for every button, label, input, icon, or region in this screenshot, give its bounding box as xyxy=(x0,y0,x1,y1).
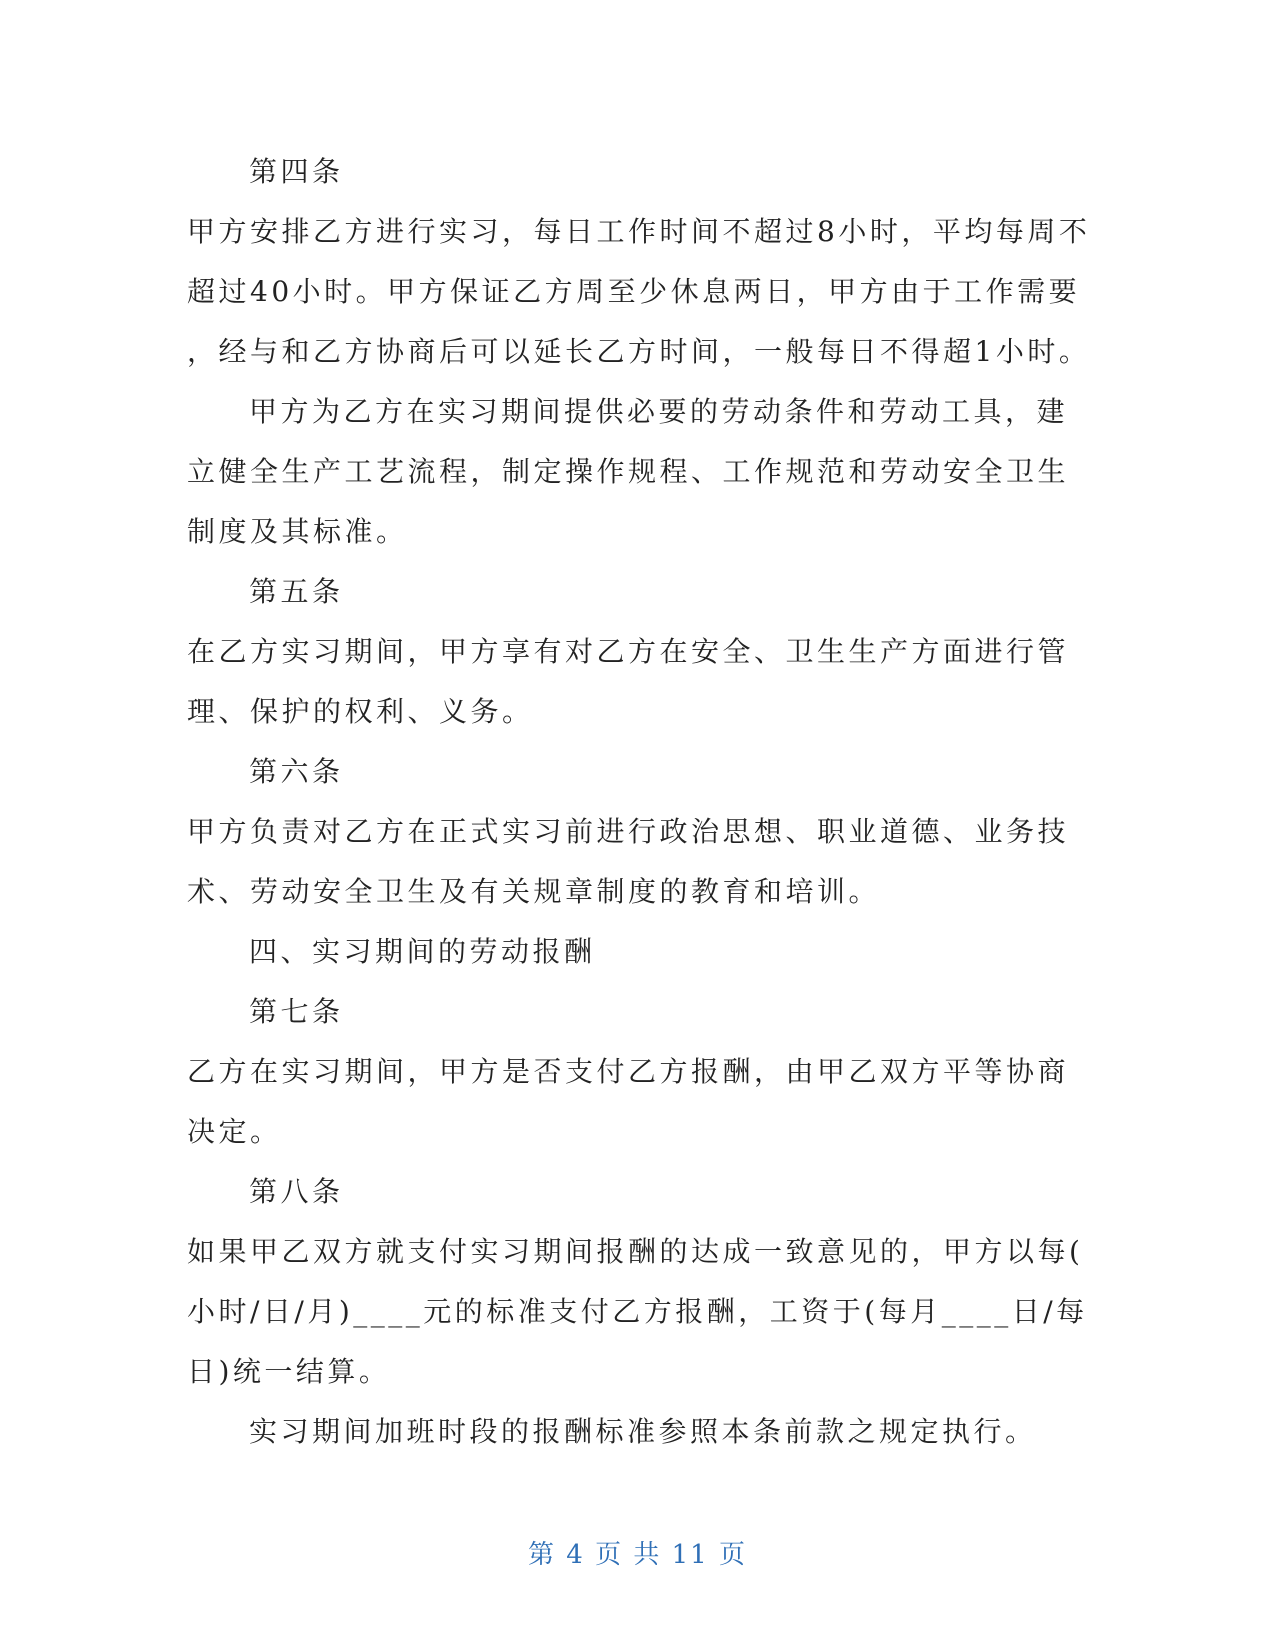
text-line: 第六条 xyxy=(249,755,344,788)
text-line: 术、劳动安全卫生及有关规章制度的教育和培训。 xyxy=(187,875,881,908)
text-line: 第八条 xyxy=(249,1175,344,1208)
page-number-text: 第 4 页 共 11 页 xyxy=(528,1540,747,1570)
text-line: 第四条 xyxy=(249,155,344,188)
text-line: 甲方负责对乙方在正式实习前进行政治思想、职业道德、业务技 xyxy=(187,815,1070,848)
text-line: 在乙方实习期间，甲方享有对乙方在安全、卫生生产方面进行管 xyxy=(187,635,1070,668)
text-line: 立健全生产工艺流程，制定操作规程、工作规范和劳动安全卫生 xyxy=(187,455,1070,488)
text-line: 第七条 xyxy=(249,995,344,1028)
text-line: 甲方安排乙方进行实习，每日工作时间不超过8小时，平均每周不 xyxy=(187,215,1091,248)
text-line: ，经与和乙方协商后可以延长乙方时间，一般每日不得超1小时。 xyxy=(187,335,1091,368)
text-line: 乙方在实习期间，甲方是否支付乙方报酬，由甲乙双方平等协商 xyxy=(187,1055,1070,1088)
text-line: 理、保护的权利、义务。 xyxy=(187,695,534,728)
page-number-footer xyxy=(0,1534,1275,1571)
text-line: 如果甲乙双方就支付实习期间报酬的达成一致意见的，甲方以每( xyxy=(187,1235,1084,1268)
text-line: 超过40小时。甲方保证乙方周至少休息两日，甲方由于工作需要 xyxy=(187,275,1081,308)
text-line: 甲方为乙方在实习期间提供必要的劳动条件和劳动工具，建 xyxy=(249,395,1069,428)
text-line: 决定。 xyxy=(187,1115,282,1148)
text-line: 小时/日/月)____元的标准支付乙方报酬，工资于(每月____日/每 xyxy=(187,1295,1088,1328)
text-line: 制度及其标准。 xyxy=(187,515,408,548)
text-line: 日)统一结算。 xyxy=(187,1355,391,1388)
text-line: 第五条 xyxy=(249,575,344,608)
document-body xyxy=(187,142,1091,1462)
section-heading: 四、实习期间的劳动报酬 xyxy=(249,935,596,968)
text-line: 实习期间加班时段的报酬标准参照本条前款之规定执行。 xyxy=(249,1415,1037,1448)
